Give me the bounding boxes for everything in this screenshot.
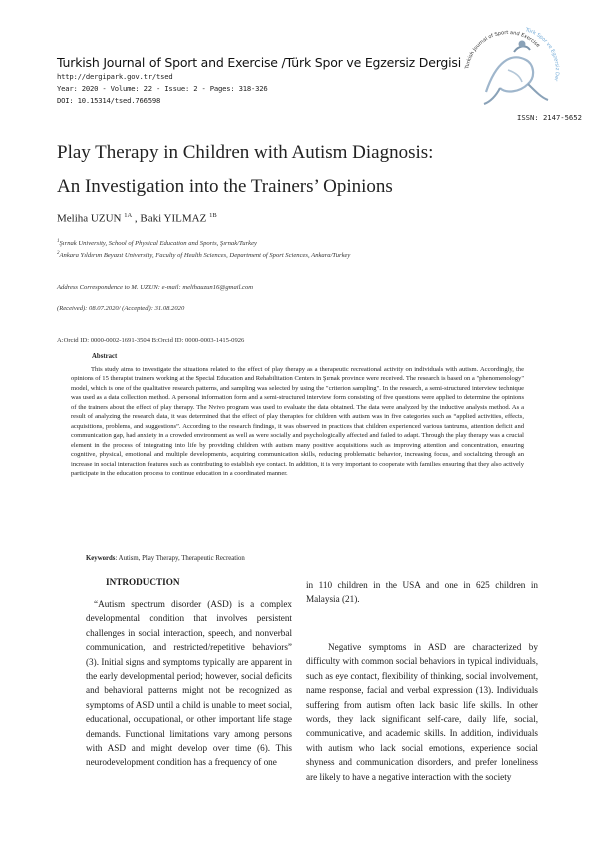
introduction-heading: INTRODUCTION xyxy=(106,577,180,587)
author-name: Meliha UZUN xyxy=(57,212,122,225)
issn: ISSN: 2147-5652 xyxy=(517,113,582,122)
abstract-text: This study aims to investigate the situations related to the effect of play therapy as a therapeutic recreational activity on individuals with autism. Accordingly, the opinions of 15 therapist trainers working at the Special Education and Rehabilitation Centers in Şırnak province were received. The research is based on a "phenomenology" model, which is one of the qualitative research patterns, and sampling was selected by using the "criterion sampling". In the research, a semi-structured interview technique was used as a data collection method. A personal information form and a semi-structured interview form consisting of five questions were applied to determine the opinions of the trainers about the effect of play therapy. The Nvivo program was used to evaluate the data obtained. The data were analyzed by the inductive analysis method. As a result of analyzing the research data, it was determined that the effect of play therapies for children with autism was in five categories such as “applied activities, effects, acquisitions, problems, and suggestions”. According to the research findings, it was observed in practices that children experienced various tantrums, attention deficit and communication gap, had anxiety in a crowded environment as well as were socially and psychologically affected and failed to adapt. Through the play therapy was a crucial element in the process of integrating into life by providing children with autism many positive acquisitions such as improving attention and concentration, ensuring cognitive, physical, emotional and multiple developments, acquiring communication skills, reducing problematic behavior, increasing focus, and socializing through an increase in social interaction features such as contributing to establish eye contact. In addition, it is very important to cooperate with families ensuring that they also actively participate in the education process to continue education in a coordinated manner. xyxy=(71,366,524,477)
authors xyxy=(57,212,217,225)
doi[interactable]: DOI: 10.15314/tsed.766598 xyxy=(57,96,161,105)
author-name: Baki YILMAZ xyxy=(140,212,207,225)
body-left-column: “Autism spectrum disorder (ASD) is a complex developmental condition that involves persistent challenges in social interaction, speech, and nonverbal communication, and restricted/repetitive behaviors” (3). Initial signs and symptoms typically are apparent in the early developmental period; however, social deficits and behavioral patterns might not be recognized as symptoms of ASD until a child is unable to meet social, educational, occupational, or other important life stage demands. Functional limitations vary among persons with ASD and might develop over time (6). This neurodevelopment condition has a frequency of one xyxy=(86,599,292,768)
author-sup: 1B xyxy=(209,212,217,219)
body-right-column-paragraph: Negative symptoms in ASD are characterized by difficulty with common social behaviors in typical individuals, such as eye contact, flexibility of thinking, social involvement, name response, facial and verbal expression (13). Individuals suffering from autism often lack basic life skills. In other words, they lack significant self-care, daily life, social, communicative, and academic skills. In addition, individuals with autism who lack social emotions, experience social shyness and communication disorders, and prefer loneliness are likely to have a negative interaction with the society xyxy=(306,642,538,782)
logo-text: Turkish Journal of Sport and Exercise xyxy=(464,29,541,70)
correspondence: Address Correspondence to M. UZUN: e-mail: melihauzun16@gmail.com xyxy=(57,284,254,291)
orcid-ids: A:Orcid ID: 0000-0002-1691-3504 B:Orcid ID: 0000-0003-1415-0926 xyxy=(57,337,245,344)
journal-url[interactable]: http://dergipark.gov.tr/tsed xyxy=(57,72,173,81)
author-sup: 1A xyxy=(124,212,133,219)
author-separator: , xyxy=(132,212,141,225)
received-accepted-dates: (Received): 08.07.2020/ (Accepted): 31.08.2020 xyxy=(57,305,185,312)
journal-logo xyxy=(456,22,566,114)
affiliation-2: $^2$Ankara Yıldırım Beyazıt University, Faculty of Health Sciences, Department of Sport Sciences, Ankara/Turkey xyxy=(57,251,351,260)
body-right-column-top: in 110 children in the USA and one in 625 children in Malaysia (21). xyxy=(306,580,538,605)
journal-title: Turkish Journal of Sport and Exercise /Türk Spor ve Egzersiz Dergisi xyxy=(57,55,462,70)
abstract-heading: Abstract xyxy=(92,353,118,360)
article-title-line2: An Investigation into the Trainers’ Opinions xyxy=(57,176,393,197)
volume-info: Year: 2020 - Volume: 22 - Issue: 2 - Pages: 318-326 xyxy=(57,84,268,93)
keywords: Keywords: Autism, Play Therapy, Therapeutic Recreation xyxy=(86,555,245,562)
logo-text-tr: Türk Spor ve Egzersiz Der xyxy=(524,27,560,82)
affiliation-1: $^1$Şırnak University, School of Physical Education and Sports, Şırnak/Turkey xyxy=(57,239,257,248)
article-title-line1: Play Therapy in Children with Autism Diagnosis: xyxy=(57,142,434,163)
